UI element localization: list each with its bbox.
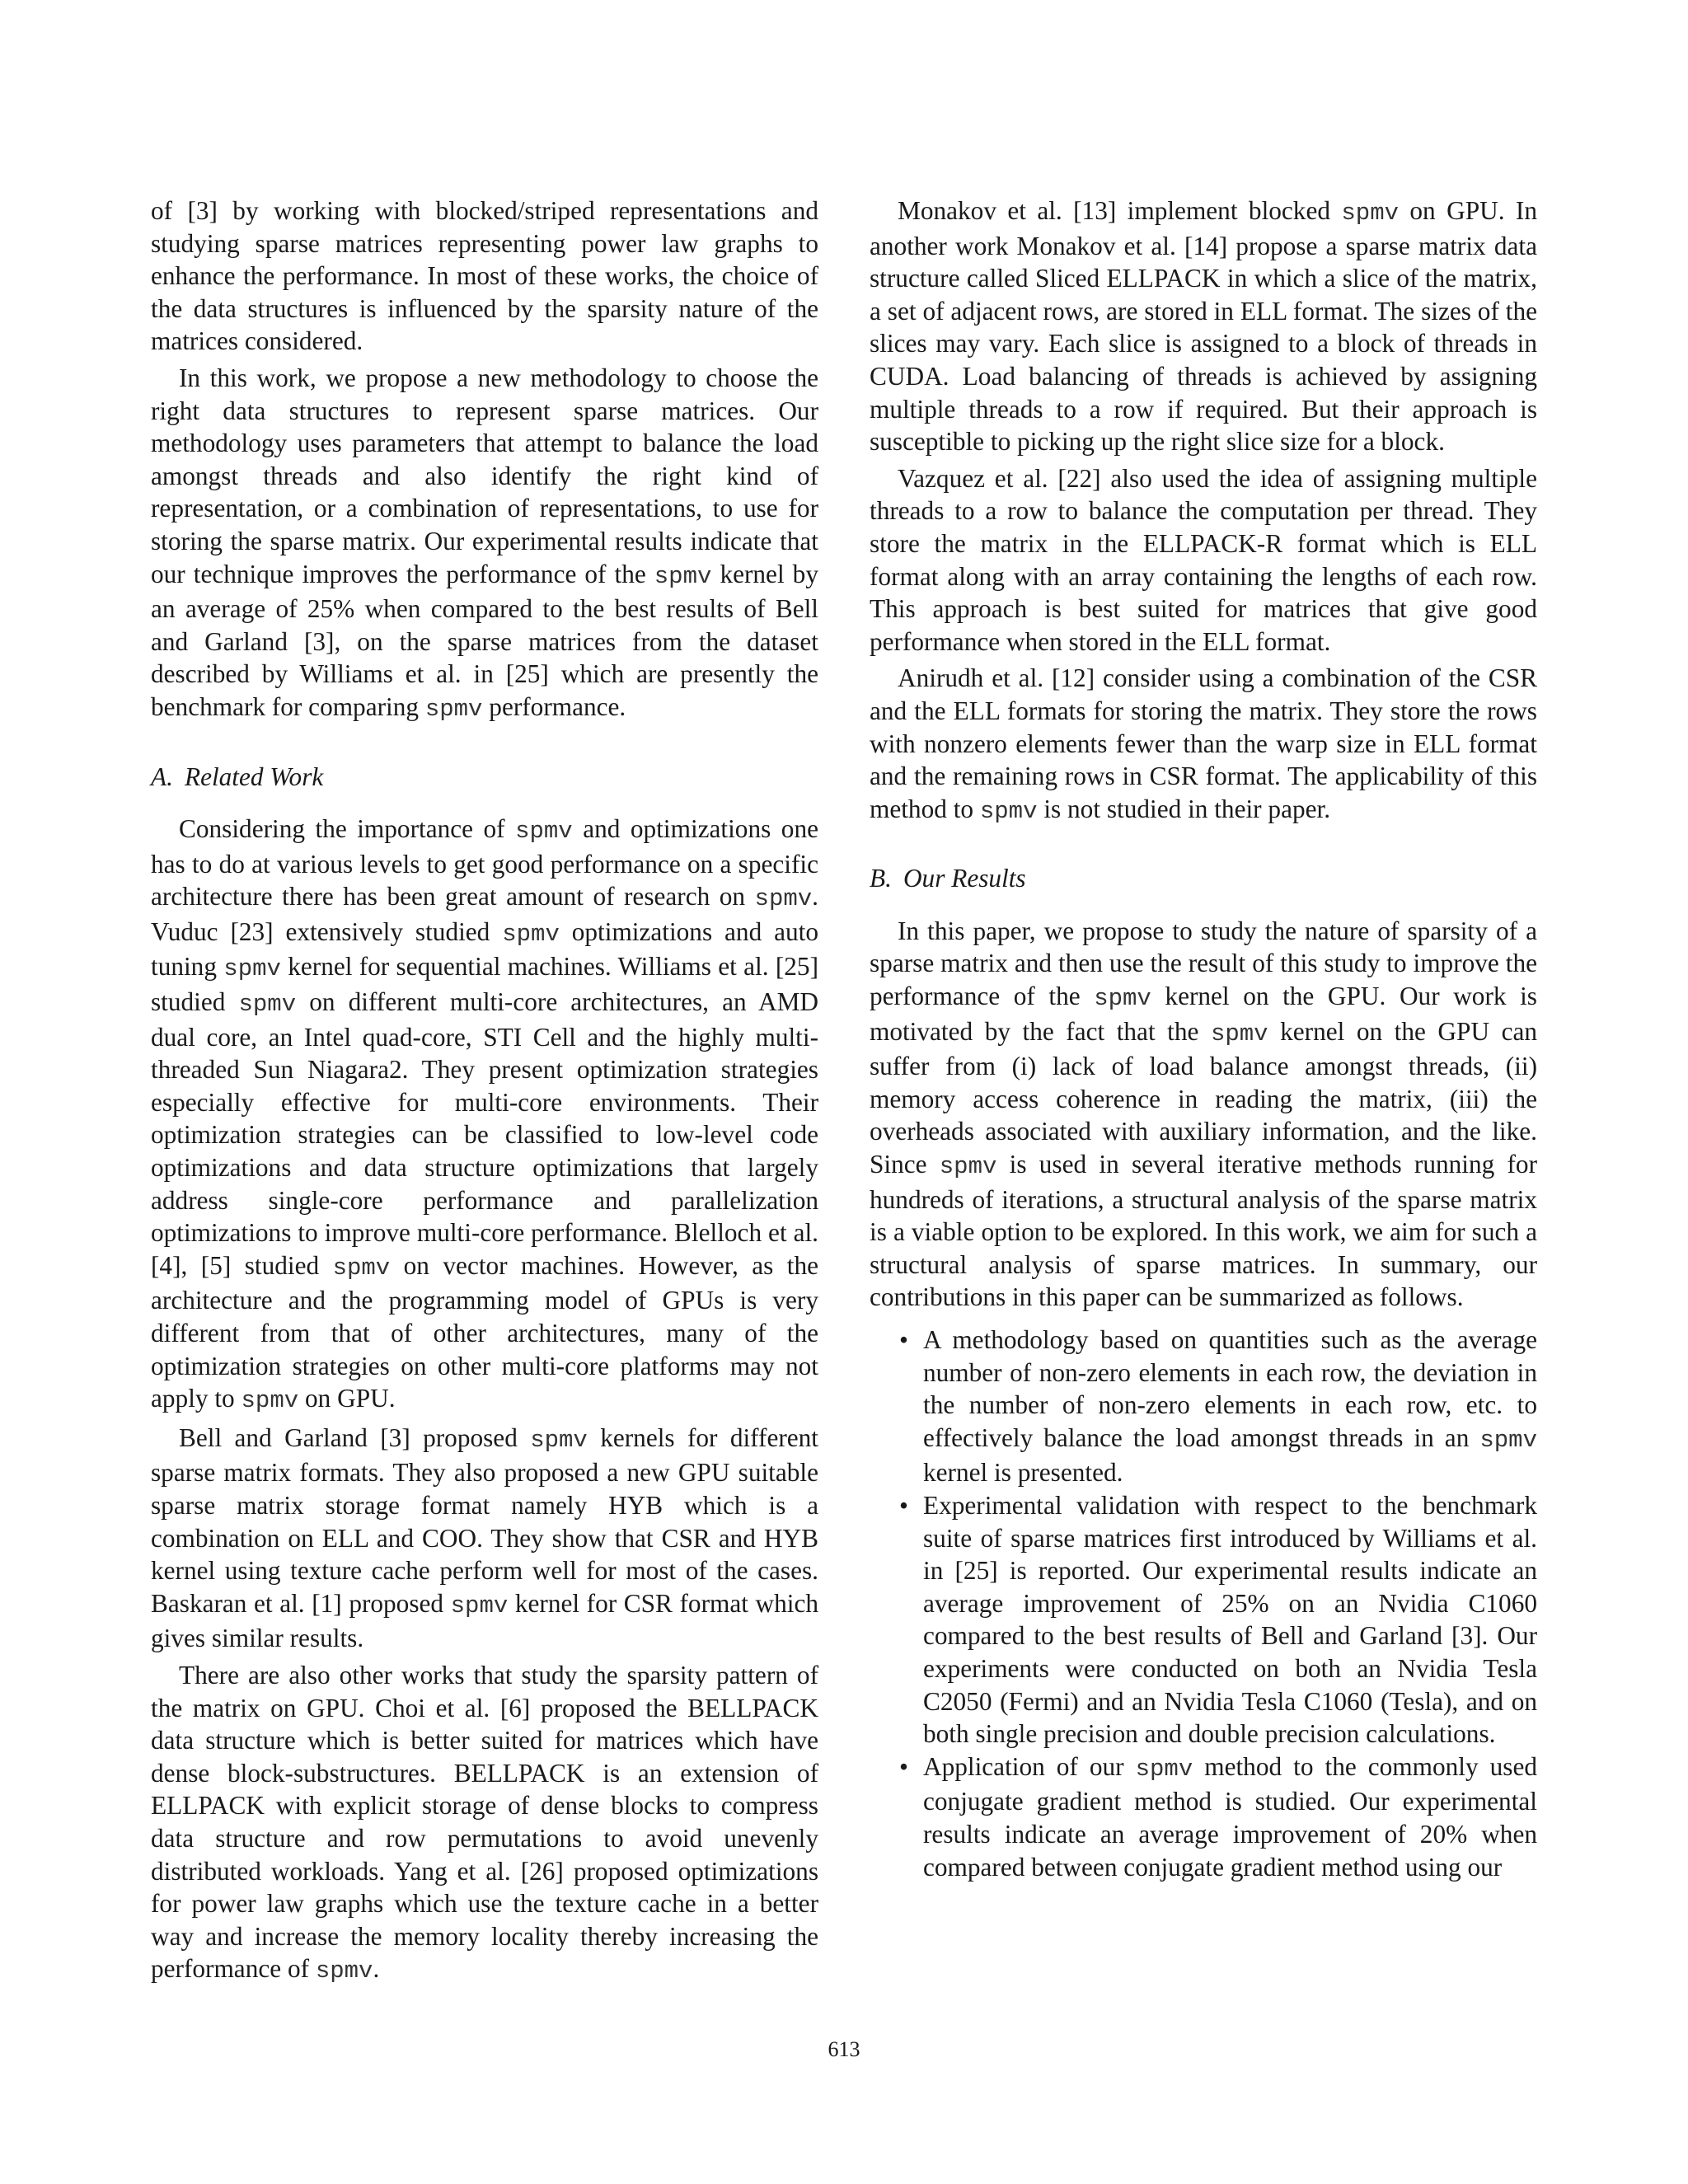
code-spmv: spmv [1341,199,1400,227]
code-spmv: spmv [530,1426,588,1454]
code-spmv: spmv [939,1153,997,1181]
section-heading-related-work: A. Related Work [151,762,324,791]
code-spmv: spmv [515,818,573,846]
paragraph-continuation: of [3] by working with blocked/striped representations and studying sparse matrices representing power law graphs to enhance the performance. In most of these works, the choice of the data structures is influenced by the sparsity nature of the matrices considered. [151,196,818,356]
left-column [151,194,818,1992]
bullet-icon: • [899,1751,908,1781]
code-spmv: spmv [238,991,297,1019]
code-spmv: spmv [979,797,1038,825]
code-spmv: spmv [450,1591,509,1619]
code-spmv: spmv [1210,1019,1268,1047]
code-spmv: spmv [241,1387,299,1415]
code-spmv: spmv [332,1254,391,1282]
code-spmv: spmv [654,562,712,590]
page-number: 613 [828,2037,860,2061]
bullet-icon: • [899,1490,908,1520]
section-heading-our-results: B. Our Results [870,864,1026,893]
paragraph-monakov: Monakov et al. [13] implement blocked spmv on GPU. In another work Monakov et al. [14] propose a sparse matrix data structure called Sliced ELLPACK in which a slice of the matrix, a set of adjacent rows, are stored in ELL format. The sizes of the slices may vary. Each slice is assigned to a block of threads in CUDA. Load balancing of threads is achieved by assigning multiple threads to a row if required. But their approach is susceptible to picking up the right slice size for a block. [870,196,1537,457]
paragraph-related-work-1: Considering the importance of spmv and optimizations one has to do at various levels to get good performance on a specific architecture there has been great amount of research on spmv. Vuduc [23] extensively studied spmv optimizations and auto tuning spmv kernel for sequential machines. Williams et al. [25] studied spmv on different multi-core architectures, an AMD dual core, an Intel quad-core, STI Cell and the highly multi-threaded Sun Niagara2. They present optimization strategies especially effective for multi-core environments. Their optimization strategies can be classified to low-level code optimizations and data structure optimizations that largely address single-core performance and parallelization optimizations to improve multi-core performance. Blelloch et al. [4], [5] studied spmv on vector machines. However, as the architecture and the programming model of GPUs is very different from that of other architectures, many of the optimization strategies on other multi-core platforms may not apply to spmv on GPU. [151,814,819,1415]
paragraph-methodology: In this work, we propose a new methodology to choose the right data structures to represent sparse matrices. Our methodology uses parameters that attempt to balance the load amongst threads and also identify the right kind of representation, or a combination of representations, to use for storing the sparse matrix. Our experimental results indicate that our technique improves the performance of the spmv kernel by an average of 25% when compared to the best results of Bell and Garland [3], on the sparse matrices from the dataset described by Williams et al. in [25] which are presently the benchmark for comparing spmv performance. [151,363,818,723]
contributions-list [870,1324,1537,1883]
list-item: • Experimental validation with respect to the benchmark suite of sparse matrices first introduced by Williams et al. in [25] is reported. Our experimental results indicate an average improvement of 25% on an Nvidia C1060 compared to the best results of Bell and Garland [3]. Our experiments were conducted on both an Nvidia Tesla C2050 (Fermi) and an Nvidia Tesla C1060 (Tesla), and on both single precision and double precision calculations. [899,1490,1537,1749]
code-spmv: spmv [754,885,813,913]
code-spmv: spmv [1094,985,1151,1013]
paragraph-anirudh: Anirudh et al. [12] consider using a combination of the CSR and the ELL formats for storing the matrix. They store the rows with nonzero elements fewer than the warp size in ELL format and the remaining rows in CSR format. The applicability of this method to spmv is not studied in their paper. [870,663,1537,825]
list-item: • A methodology based on quantities such as the average number of non-zero elements in each row, the deviation in the number of non-zero elements in each row, etc. to effectively balance the load amongst threads in an spmv kernel is presented. [899,1325,1537,1488]
code-spmv: spmv [223,955,281,983]
code-spmv: spmv [315,1957,373,1985]
list-item: • Application of our spmv method to the commonly used conjugate gradient method is studied. Our experimental results indicate an average improvement of 20% when compared between conjugate gradient method using our [899,1751,1538,1882]
paragraph-related-work-2: Bell and Garland [3] proposed spmv kernels for different sparse matrix formats. They also proposed a new GPU suitable sparse matrix storage format namely HYB which is a combination on ELL and COO. They show that CSR and HYB kernel using texture cache perform well for most of the cases. Baskaran et al. [1] proposed spmv kernel for CSR format which gives similar results. [151,1422,819,1653]
code-spmv: spmv [1479,1426,1537,1454]
code-spmv: spmv [502,920,560,948]
paragraph-vazquez: Vazquez et al. [22] also used the idea of assigning multiple threads to a row to balance the computation per thread. They store the matrix in the ELLPACK-R format which is ELL format along with an array containing the lengths of each row. This approach is best suited for matrices that give good performance when stored in the ELL format. [870,463,1537,656]
code-spmv: spmv [1135,1755,1193,1783]
paragraph-our-results: In this paper, we propose to study the nature of sparsity of a sparse matrix and then use the result of this study to improve the performance of the spmv kernel on the GPU. Our work is motivated by the fact that the spmv kernel on the GPU can suffer from (i) lack of load balance amongst threads, (ii) memory access coherence in reading the matrix, (iii) the overheads associated with auxiliary information, and the like. Since spmv is used in several iterative methods running for hundreds of iterations, a structural analysis of the sparse matrix is a viable option to be explored. In this work, we aim for such a structural analysis of sparse matrices. In summary, our contributions in this paper can be summarized as follows. [870,916,1538,1312]
paragraph-related-work-3: There are also other works that study the sparsity pattern of the matrix on GPU. Choi et al. [6] proposed the BELLPACK data structure which is better suited for matrices which have dense block-substructures. BELLPACK is an extension of ELLPACK with explicit storage of dense blocks to compress data structure and row permutations to avoid unevenly distributed workloads. Yang et al. [26] proposed optimizations for power law graphs which use the texture cache in a better way and increase the memory locality thereby increasing the performance of spmv. [151,1660,818,1985]
code-spmv: spmv [424,695,483,723]
bullet-icon: • [899,1325,908,1354]
right-column [870,194,1537,1883]
